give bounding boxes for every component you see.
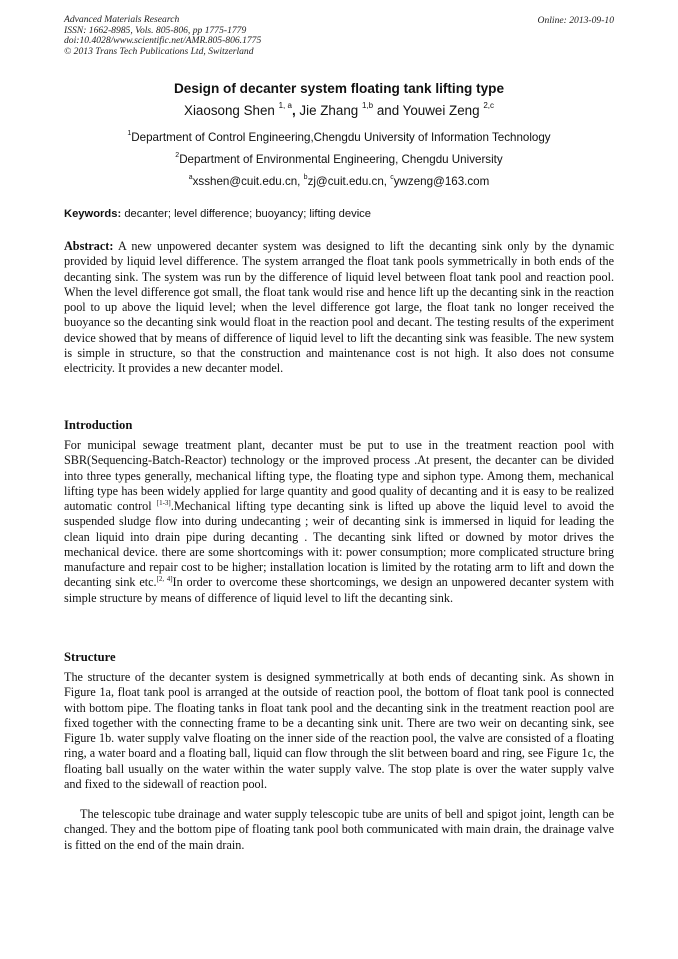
citation-ref[interactable]: [2, 4] — [156, 575, 173, 584]
email-link[interactable]: xsshen@cuit.edu.cn, — [192, 175, 301, 188]
email-sup: a — [188, 174, 193, 181]
structure-paragraph-2: The telescopic tube drainage and water supply telescopic tube are units of bell and spigot joint, length can be changed. They and the bottom pipe of floating tank pool both communicated with main drain, the drainage valve is fitted on the end of the main drain. — [64, 807, 614, 852]
copyright-line: © 2013 Trans Tech Publications Ltd, Switzerland — [64, 45, 254, 57]
author-sup: 2,c — [483, 101, 494, 110]
journal-name: Advanced Materials Research — [64, 14, 180, 25]
keywords-label: Keywords: — [64, 208, 122, 220]
introduction-heading: Introduction — [64, 418, 133, 432]
aff-text: Department of Control Engineering,Chengdu University of Information Technology — [131, 131, 551, 144]
intro-text-1: For municipal sewage treatment plant, decanter must be put to use in the treatment reaction pool with SBR(Sequencing-Batch-Reactor) technology or the improved process .At present, the decanter can be divided into three types generally, mechanical lifting type, the floating type and siphon type. Among them, mechanical lifting type has been widely applied for large quantity and good quality of decanting and it is easy to be realized automatic control — [64, 438, 614, 513]
issn-line: ISSN: 1662-8985, Vols. 805-806, pp 1775-1779 — [64, 24, 247, 36]
journal-header — [64, 15, 261, 57]
and-word: and — [376, 103, 400, 118]
online-date: Online: 2013-09-10 — [537, 15, 614, 26]
doi-line[interactable]: doi:10.4028/www.scientific.net/AMR.805-806.1775 — [64, 35, 262, 47]
citation-ref[interactable]: [1-3] — [156, 499, 171, 507]
paper-title: Design of decanter system floating tank lifting type — [173, 81, 505, 96]
abstract-label: Abstract: — [64, 239, 114, 253]
email-line — [0, 174, 678, 188]
author-sup: 1, a — [278, 101, 292, 110]
introduction-paragraph — [64, 438, 614, 606]
author-line: Xiaosong Shen $^{1, a}$, Jie Zhang $^{1,b}$ and Youwei Zeng $^{2,c}$ — [184, 101, 494, 118]
email-sup: c — [390, 174, 394, 181]
keywords — [64, 208, 614, 220]
author-name: Jie Zhang — [299, 103, 359, 118]
structure-heading: Structure — [64, 650, 116, 664]
abstract — [64, 239, 614, 376]
intro-text-3: In order to overcome these shortcomings, we design an unpowered decanter system with simple structure by means of difference of liquid level to lift the decanting sink. — [64, 575, 614, 605]
aff-sup: 2 — [175, 152, 180, 159]
email-link[interactable]: ywzeng@163.com — [393, 175, 490, 188]
affiliation-1 — [0, 130, 678, 144]
author-name: Xiaosong Shen — [184, 103, 275, 118]
author-name: Youwei Zeng — [402, 103, 480, 118]
email-sup: b — [303, 174, 308, 181]
intro-text-2: .Mechanical lifting type decanting sink is lifted up above the liquid level to avoid the suspended sludge flow into during undecanting ; weir of decanting sink is immersed in liquid for leading the clean liquid into drain pipe during decanting . The decanting sink lifted or downed by motor drives the mechanical device. there are some shortcomings with it: power consumption; more complicated structure bring manufacture and repair cost to be higher; installation location is limited by the rotating arm to lift and down the decanting sink etc. — [64, 499, 615, 590]
aff-sup: 1 — [127, 130, 132, 137]
structure-paragraph-1: The structure of the decanter system is designed symmetrically at both ends of decanting sink. As shown in Figure 1a, float tank pool is arranged at the outside of reaction pool, the bottom of float tank pool is connected with bottom pipe. The floating tanks in float tank pool and the decanting sink in the treatment reaction pool are fixed together with the connecting frame to be a decanting sink unit. There are two weir on decanting sink, see Figure 1b. water supply valve floating on the inner side of the reaction pool, the valve are consisted of a floating ring, a water board and a floating ball, liquid can flow through the slit between board and ring, see Figure 1c, the floating ball usually on the water within the water supply valve. The stop plate is over the water supply valve and fixed to the sidewall of reaction pool. — [64, 670, 614, 791]
affiliation-2 — [0, 152, 678, 166]
aff-text: Department of Environmental Engineering, Chengdu University — [179, 153, 503, 166]
author-sup: 1,b — [361, 101, 374, 110]
email-link[interactable]: zj@cuit.edu.cn, — [307, 175, 387, 188]
keywords-text: decanter; level difference; buoyancy; lifting device — [124, 208, 371, 220]
abstract-text: A new unpowered decanter system was designed to lift the decanting sink only by the dynamic provided by liquid level difference. The system arranged the float tank pools symmetrically in both ends of the decanting sink. The system was run by the difference of liquid level between float tank pool and reaction pool. When the level difference got small, the float tank would rise and hence lift up the decanting sink in the reaction pool to up above the liquid level; when the level difference got large, the float tank no longer received the buoyance so the decanting sink would float in the reaction pool and decant. The testing results of the experiment device showed that by means of difference of liquid level to lift the decanting sink was feasible. The new system is simple in structure, so that the construction and maintenance cost is not high. It also does not consume electricity. It provides a new decanter model. — [64, 239, 614, 375]
